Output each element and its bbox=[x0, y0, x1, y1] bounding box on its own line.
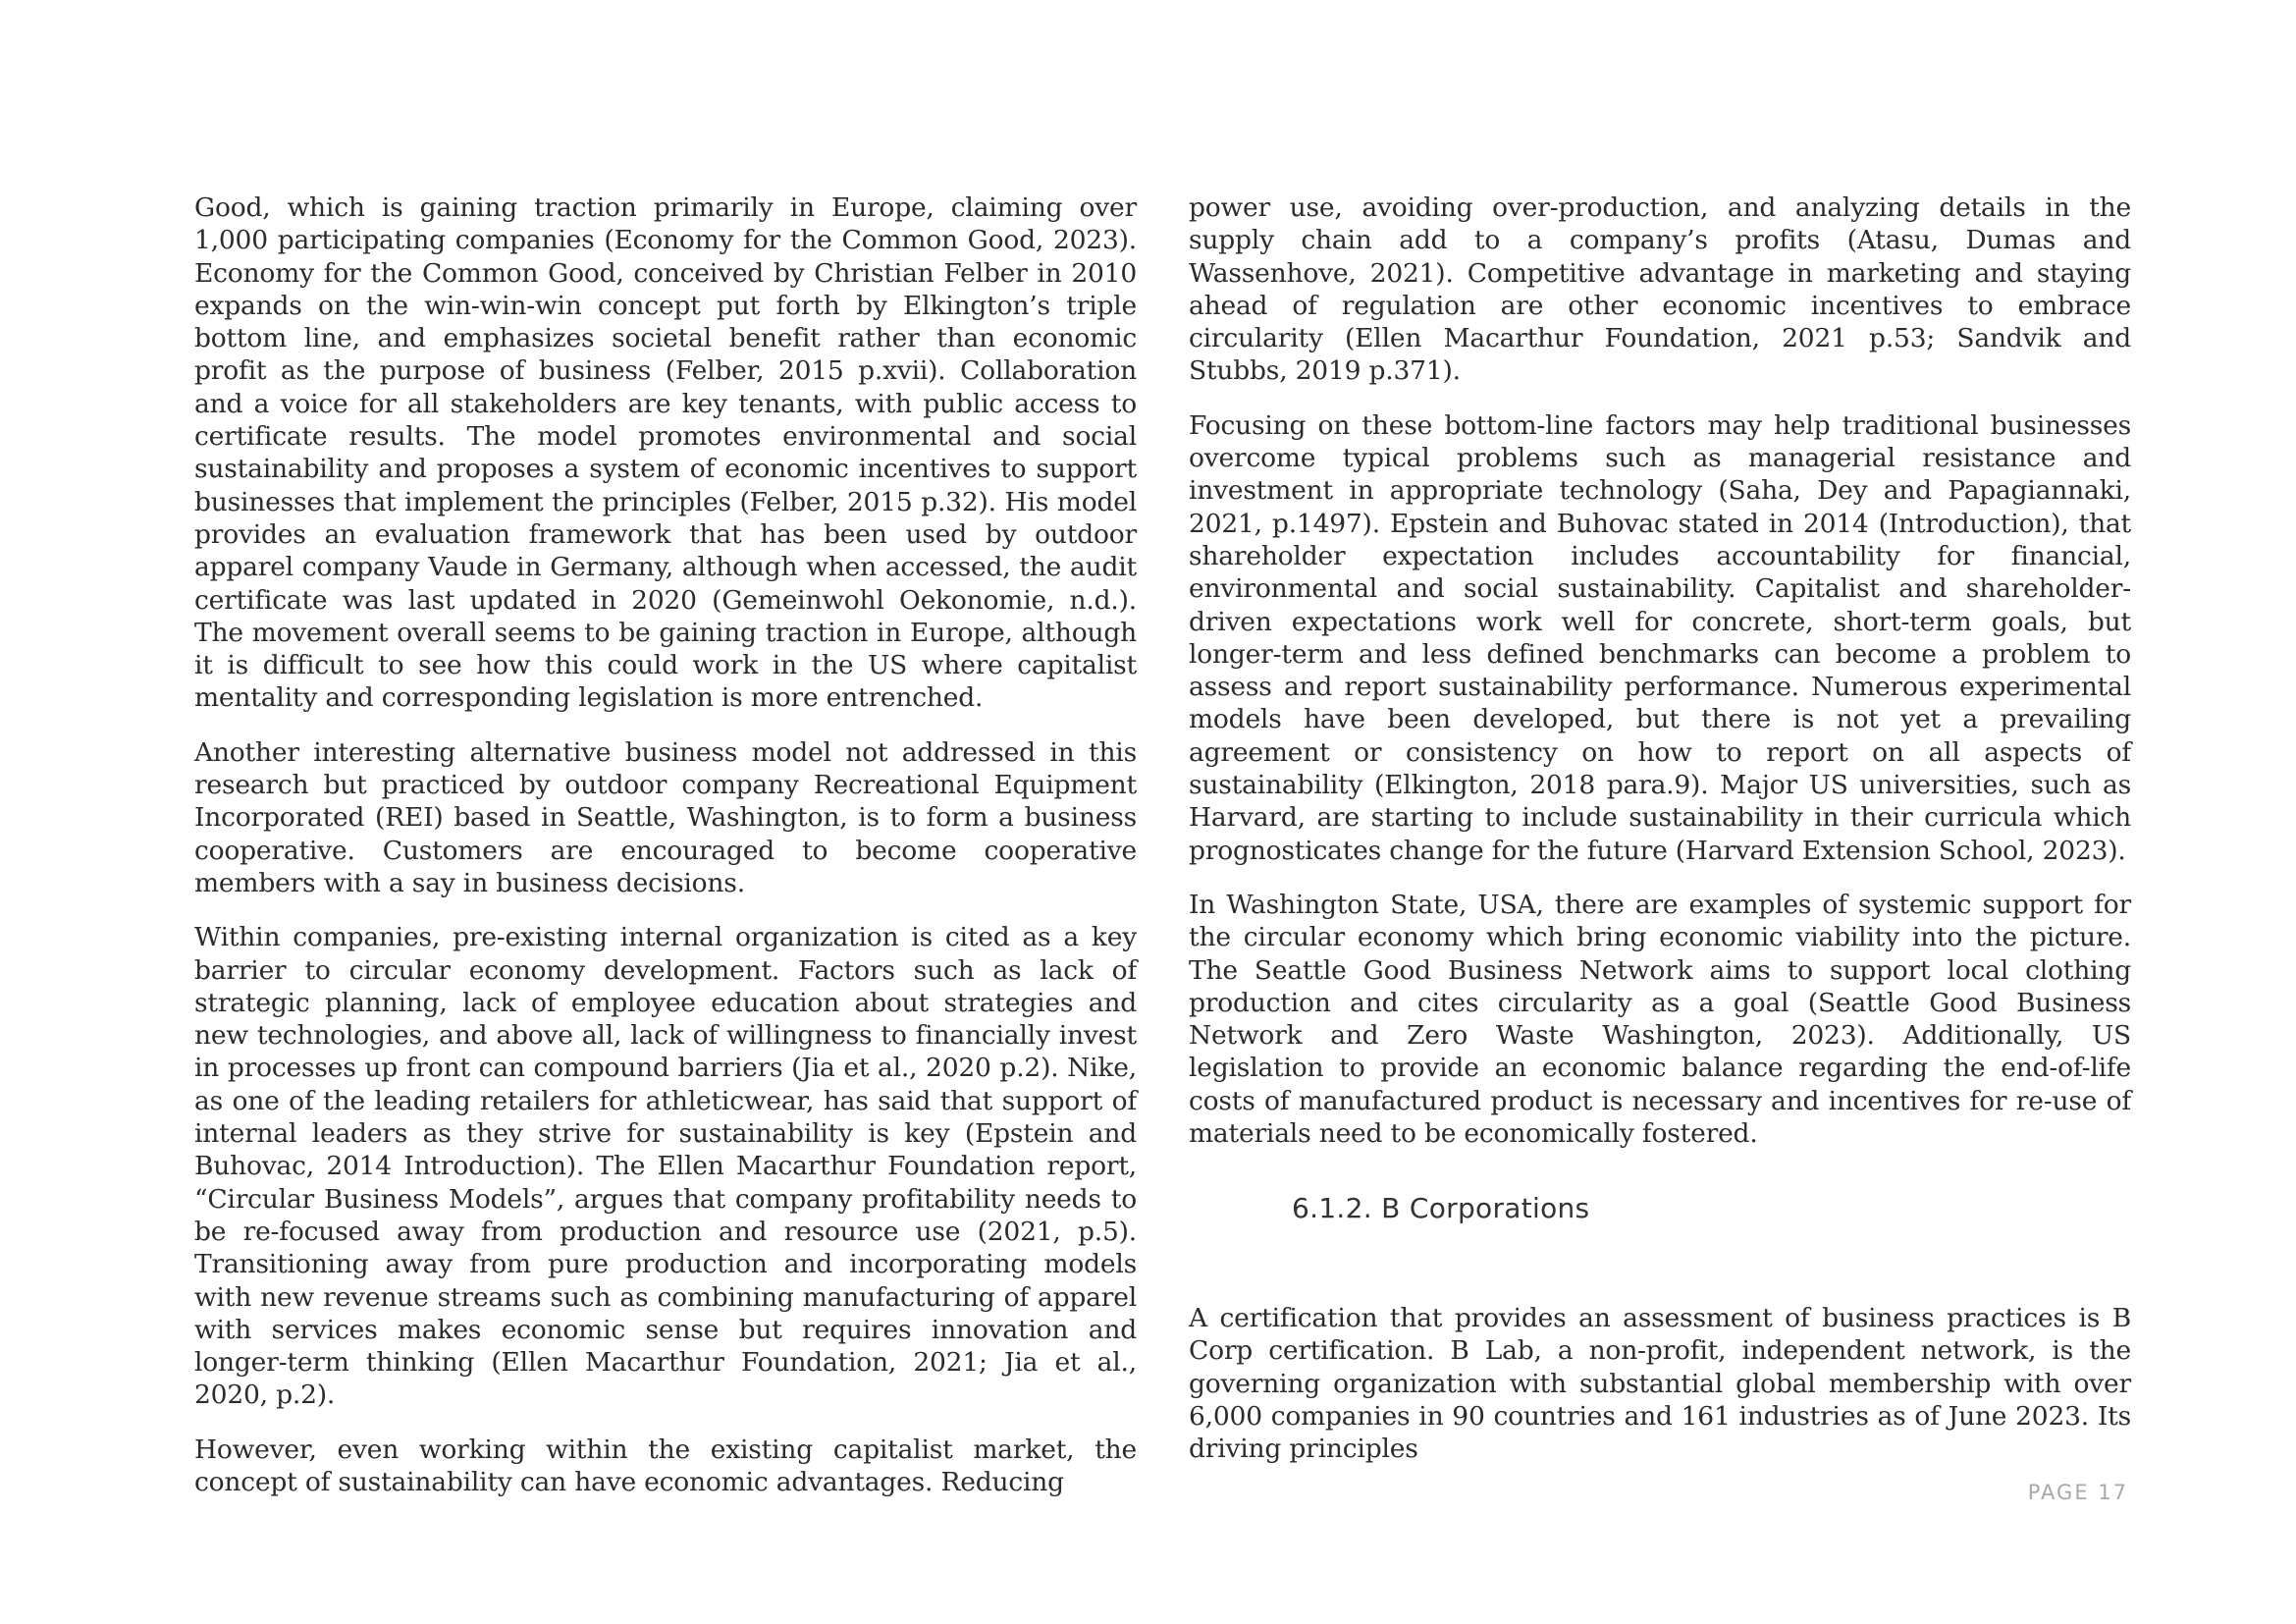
section-body bbox=[1189, 1302, 2131, 1465]
paragraph: Focusing on these bottom-line factors may help traditional businesses overcome typical problems such as managerial resistance and investment in appropriate technology (Saha, Dey and Papagiannaki, 2021, p.1497). Epstein and Buhovac stated in 2014 (Introduction), that shareholder expectation includes accountability for financial, environmental and social sustainability. Capitalist and shareholder-driven expectations work well for concrete, short-term goals, but longer-term and less defined benchmarks can become a problem to assess and report sustainability performance. Numerous experimental models have been developed, but there is not yet a prevailing agreement or consistency on how to report on all aspects of sustainability (Elkington, 2018 para.9). Major US universities, such as Harvard, are starting to include sustainability in their curricula which prognosticates change for the future (Harvard Extension School, 2023). bbox=[1189, 409, 2131, 866]
right-column bbox=[1189, 191, 2131, 1171]
paragraph: power use, avoiding over-production, and analyzing details in the supply chain add to a company’s profits (Atasu, Dumas and Wassenhove, 2021). Competitive advantage in marketing and staying ahead of regulation are other economic incentives to embrace circularity (Ellen Macarthur Foundation, 2021 p.53; Sandvik and Stubbs, 2019 p.371). bbox=[1189, 192, 2131, 387]
paragraph: However, even working within the existing capitalist market, the concept of sustainability can have economic advantages. Reducing bbox=[194, 1434, 1137, 1497]
page-number: PAGE 17 bbox=[2027, 1481, 2128, 1504]
left-column bbox=[194, 191, 1137, 1520]
paragraph: In Washington State, USA, there are examples of systemic support for the circular economy which bring economic viability into the picture. The Seattle Good Business Network aims to support local clothing production and cites circularity as a goal (Seattle Good Business Network and Zero Waste Washington, 2023). Additionally, US legislation to provide an economic balance regarding the end-of-life costs of manufactured product is necessary and incentives for re-use of materials need to be economically fostered. bbox=[1189, 889, 2131, 1150]
paragraph: Within companies, pre-existing internal organization is cited as a key barrier to circular economy development. Factors such as lack of strategic planning, lack of employee education about strategies and new technologies, and above all, lack of willingness to financially invest in processes up front can compound barriers (Jia et al., 2020 p.2). Nike, as one of the leading retailers for athleticwear, has said that support of internal leaders as they strive for sustainability is key (Epstein and Buhovac, 2014 Introduction). The Ellen Macarthur Foundation report, “Circular Business Models”, argues that company profitability needs to be re-focused away from production and resource use (2021, p.5). Transitioning away from pure production and incorporating models with new revenue streams such as combining manufacturing of apparel with services makes economic sense but requires innovation and longer-term thinking (Ellen Macarthur Foundation, 2021; Jia et al., 2020, p.2). bbox=[194, 922, 1137, 1411]
section-heading: 6.1.2. B Corporations bbox=[1292, 1192, 1590, 1224]
paragraph: Good, which is gaining traction primarily in Europe, claiming over 1,000 participating companies (Economy for the Common Good, 2023). Economy for the Common Good, conceived by Christian Felber in 2010 expands on the win-win-win concept put forth by Elkington’s triple bottom line, and emphasizes societal benefit rather than economic profit as the purpose of business (Felber, 2015 p.xvii). Collaboration and a voice for all stakeholders are key tenants, with public access to certificate results. The model promotes environmental and social sustainability and proposes a system of economic incentives to support businesses that implement the principles (Felber, 2015 p.32). His model provides an evaluation framework that has been used by outdoor apparel company Vaude in Germany, although when accessed, the audit certificate was last updated in 2020 (Gemeinwohl Oekonomie, n.d.). The movement overall seems to be gaining traction in Europe, although it is difficult to see how this could work in the US where capitalist mentality and corresponding legislation is more entrenched. bbox=[194, 192, 1137, 714]
paragraph: A certification that provides an assessment of business practices is B Corp certification. B Lab, a non-profit, independent network, is the governing organization with substantial global membership with over 6,000 companies in 90 countries and 161 industries as of June 2023. Its driving principles bbox=[1189, 1303, 2131, 1465]
paragraph: Another interesting alternative business model not addressed in this research but practiced by outdoor company Recreational Equipment Incorporated (REI) based in Seattle, Washington, is to form a business cooperative. Customers are encouraged to become cooperative members with a say in business decisions. bbox=[194, 736, 1137, 898]
